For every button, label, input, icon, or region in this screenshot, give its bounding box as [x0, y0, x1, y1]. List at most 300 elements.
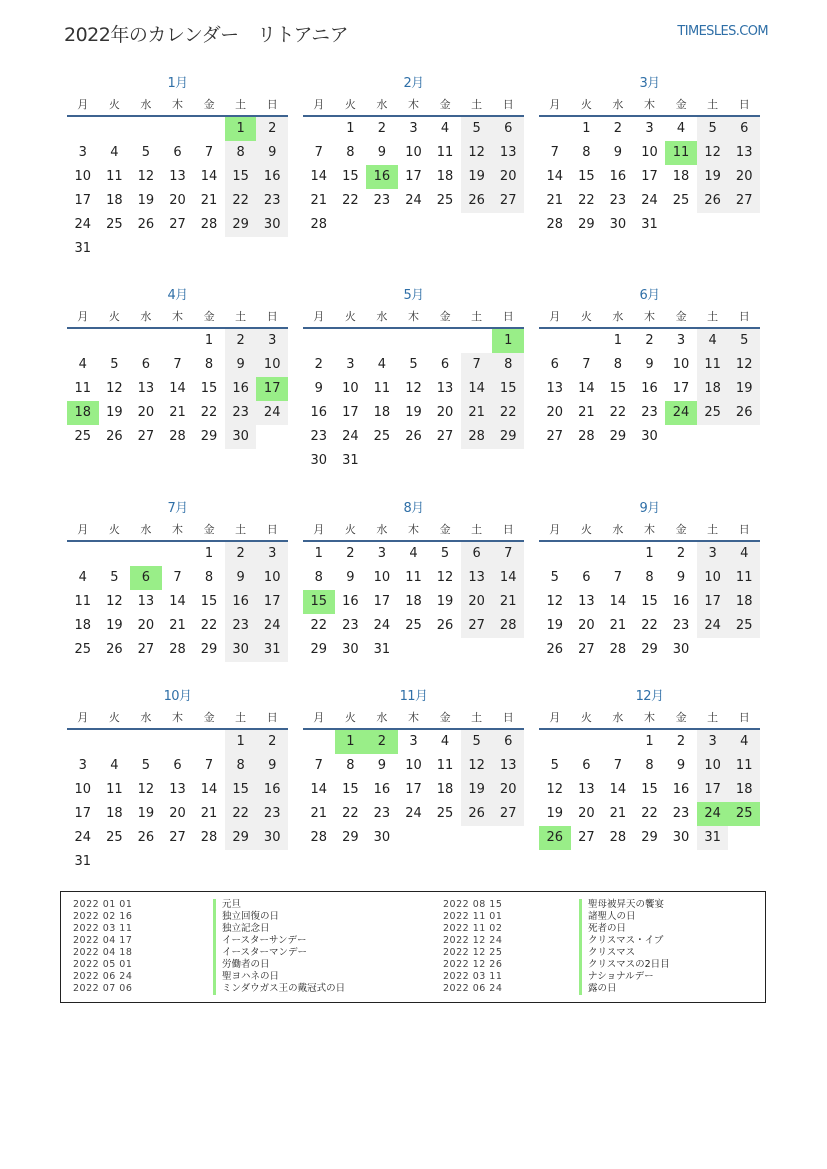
day-cell: 7: [204, 758, 214, 773]
day-cell: 30: [225, 638, 257, 662]
weekday-label: 金: [203, 523, 215, 536]
day-cell: 5: [409, 357, 418, 372]
day-cell: 10: [342, 381, 359, 396]
day-cell: 9: [225, 353, 257, 377]
day-cell: 25: [74, 429, 92, 444]
day-cell: 22: [200, 618, 218, 633]
day-cell: 20: [169, 806, 186, 821]
day-cell: 14: [200, 169, 218, 184]
weekday-label: 日: [266, 711, 278, 724]
day-cell: 29: [578, 217, 595, 232]
day-cell: 25: [697, 401, 729, 425]
empty-cell: [303, 730, 335, 754]
holiday-day-cell: 2: [366, 730, 398, 754]
holiday-date: 2022 04 18: [73, 947, 133, 958]
holiday-day-cell: 17: [256, 377, 288, 401]
day-cell: 7: [314, 145, 323, 160]
day-cell: 13: [578, 594, 595, 609]
day-cell: 22: [342, 806, 359, 821]
weekday-label: 日: [502, 711, 514, 724]
empty-cell: [99, 542, 131, 566]
holiday-name: ミンダウガス王の戴冠式の日: [222, 983, 346, 994]
weekday-label: 土: [235, 711, 247, 724]
day-cell: 23: [256, 802, 288, 826]
day-cell: 6: [582, 570, 591, 585]
empty-cell: [461, 329, 493, 353]
month-name: 5月: [403, 288, 424, 303]
month-name: 10月: [163, 689, 192, 704]
empty-cell: [602, 730, 634, 754]
weekday-label: 土: [707, 98, 719, 111]
day-cell: 1: [645, 734, 654, 749]
day-cell: 13: [546, 381, 564, 396]
day-cell: 18: [728, 778, 760, 802]
day-cell: 17: [373, 594, 391, 609]
weekday-label: 火: [108, 310, 120, 323]
weekday-label: 火: [344, 98, 356, 111]
day-cell: 15: [200, 594, 218, 609]
weekday-header: [539, 305, 760, 329]
day-cell: 3: [697, 542, 729, 566]
weekday-label: 土: [707, 711, 719, 724]
day-cell: 13: [436, 381, 454, 396]
holiday-date: 2022 04 17: [73, 935, 133, 946]
holiday-legend: [60, 891, 766, 1003]
day-cell: 17: [697, 778, 729, 802]
day-cell: 13: [492, 754, 524, 778]
day-cell: 28: [169, 642, 186, 657]
day-cell: 8: [645, 758, 654, 773]
day-cell: 18: [436, 782, 454, 797]
day-cell: 6: [550, 357, 559, 372]
day-cell: 29: [641, 642, 658, 657]
month-7: [67, 500, 288, 662]
day-cell: 30: [641, 429, 658, 444]
day-cell: 14: [200, 782, 218, 797]
day-cell: 12: [697, 141, 729, 165]
holiday-day-cell: 25: [728, 802, 760, 826]
day-cell: 22: [310, 618, 328, 633]
day-cell: 10: [74, 169, 92, 184]
empty-cell: [162, 117, 194, 141]
day-grid: [539, 117, 760, 237]
day-cell: 19: [405, 405, 422, 420]
day-cell: 14: [169, 594, 186, 609]
day-cell: 28: [200, 830, 218, 845]
day-cell: 8: [314, 570, 323, 585]
month-1: [67, 75, 288, 261]
empty-cell: [130, 117, 162, 141]
day-cell: 21: [609, 618, 627, 633]
day-cell: 19: [697, 165, 729, 189]
weekday-header: [303, 518, 524, 542]
day-cell: 9: [613, 145, 623, 160]
holiday-name: イースターマンデー: [222, 947, 308, 958]
day-cell: 21: [310, 806, 328, 821]
empty-cell: [130, 730, 162, 754]
day-cell: 12: [728, 353, 760, 377]
weekday-label: 金: [439, 711, 451, 724]
day-cell: 20: [578, 806, 595, 821]
holiday-date: 2022 06 24: [73, 971, 133, 982]
day-cell: 2: [645, 333, 654, 348]
day-cell: 29: [641, 830, 658, 845]
day-cell: 20: [137, 618, 155, 633]
day-cell: 4: [110, 758, 119, 773]
day-cell: 15: [641, 594, 658, 609]
day-cell: 3: [697, 730, 729, 754]
empty-cell: [130, 542, 162, 566]
day-cell: 11: [74, 381, 92, 396]
holiday-date: 2022 12 26: [443, 959, 503, 970]
day-cell: 26: [546, 642, 564, 657]
day-cell: 28: [310, 217, 328, 232]
day-cell: 24: [373, 618, 391, 633]
weekday-label: 日: [266, 310, 278, 323]
weekday-label: 月: [313, 523, 325, 536]
empty-cell: [99, 730, 131, 754]
day-cell: 27: [578, 642, 595, 657]
legend-names-left: [213, 899, 345, 995]
day-cell: 7: [461, 353, 493, 377]
day-cell: 21: [200, 806, 218, 821]
weekday-label: 日: [502, 310, 514, 323]
day-cell: 25: [436, 806, 454, 821]
day-cell: 8: [346, 145, 355, 160]
weekday-label: 火: [108, 711, 120, 724]
day-cell: 26: [405, 429, 422, 444]
day-cell: 15: [200, 381, 218, 396]
weekday-label: 木: [171, 711, 183, 724]
day-cell: 20: [728, 165, 760, 189]
day-cell: 2: [346, 546, 355, 561]
weekday-label: 日: [738, 711, 750, 724]
day-cell: 13: [728, 141, 760, 165]
weekday-label: 水: [376, 310, 388, 323]
day-cell: 8: [225, 754, 257, 778]
day-cell: 26: [436, 618, 454, 633]
site-name[interactable]: TIMESLES.COM: [677, 24, 768, 39]
day-cell: 4: [110, 145, 119, 160]
day-cell: 26: [728, 401, 760, 425]
month-name: 8月: [403, 501, 424, 516]
holiday-name: 死者の日: [588, 923, 627, 934]
day-cell: 21: [200, 193, 218, 208]
day-grid: [67, 730, 288, 874]
holiday-day-cell: 1: [335, 730, 367, 754]
day-cell: 9: [377, 758, 387, 773]
day-cell: 23: [256, 189, 288, 213]
day-cell: 1: [204, 546, 214, 561]
day-cell: 30: [310, 453, 328, 468]
day-cell: 15: [492, 377, 524, 401]
weekday-label: 金: [439, 98, 451, 111]
day-cell: 28: [609, 830, 627, 845]
weekday-label: 金: [675, 310, 687, 323]
day-cell: 30: [256, 826, 288, 850]
day-cell: 29: [492, 425, 524, 449]
day-cell: 26: [461, 189, 493, 213]
month-11: [303, 688, 524, 850]
day-cell: 25: [672, 193, 690, 208]
day-cell: 26: [137, 830, 155, 845]
day-cell: 4: [676, 121, 686, 136]
day-cell: 17: [74, 193, 92, 208]
day-cell: 23: [672, 618, 690, 633]
holiday-day-cell: 24: [665, 401, 697, 425]
day-cell: 1: [346, 121, 355, 136]
holiday-name: イースターサンデー: [222, 935, 307, 946]
weekday-label: 木: [407, 98, 419, 111]
day-cell: 3: [676, 333, 686, 348]
day-cell: 31: [373, 642, 391, 657]
month-name: 9月: [639, 501, 660, 516]
day-cell: 20: [169, 193, 186, 208]
month-9: [539, 500, 760, 662]
day-cell: 1: [314, 546, 323, 561]
day-cell: 5: [550, 570, 559, 585]
weekday-label: 木: [171, 310, 183, 323]
day-cell: 23: [225, 614, 257, 638]
day-cell: 4: [440, 734, 450, 749]
day-cell: 6: [492, 730, 524, 754]
day-cell: 28: [310, 830, 328, 845]
day-cell: 2: [225, 542, 257, 566]
day-cell: 25: [106, 217, 123, 232]
day-cell: 13: [578, 782, 595, 797]
holiday-date: 2022 02 16: [73, 911, 133, 922]
page-title: 2022年のカレンダー リトアニア: [64, 24, 349, 46]
day-cell: 16: [256, 165, 288, 189]
day-cell: 11: [373, 381, 391, 396]
weekday-label: 月: [313, 711, 325, 724]
empty-cell: [130, 329, 162, 353]
weekday-label: 土: [235, 98, 247, 111]
day-cell: 21: [310, 193, 328, 208]
day-cell: 3: [377, 546, 387, 561]
day-cell: 27: [492, 802, 524, 826]
day-cell: 15: [225, 778, 257, 802]
day-cell: 25: [74, 642, 92, 657]
holiday-day-cell: 18: [67, 401, 99, 425]
day-cell: 10: [697, 754, 729, 778]
day-cell: 19: [461, 778, 493, 802]
day-cell: 6: [173, 758, 182, 773]
day-cell: 25: [106, 830, 123, 845]
day-cell: 16: [310, 405, 328, 420]
day-cell: 24: [342, 429, 359, 444]
day-cell: 4: [377, 357, 387, 372]
day-cell: 15: [578, 169, 595, 184]
day-cell: 2: [256, 730, 288, 754]
holiday-name: 元旦: [222, 899, 242, 910]
weekday-label: 月: [549, 310, 561, 323]
day-cell: 5: [141, 145, 151, 160]
holiday-name: 諸聖人の日: [588, 911, 636, 922]
day-cell: 15: [225, 165, 257, 189]
day-cell: 30: [672, 642, 690, 657]
weekday-header: [67, 706, 288, 730]
day-cell: 8: [225, 141, 257, 165]
holiday-day-cell: 26: [539, 826, 571, 850]
empty-cell: [67, 117, 99, 141]
day-cell: 1: [582, 121, 591, 136]
day-cell: 6: [461, 542, 493, 566]
day-cell: 21: [546, 193, 564, 208]
day-cell: 7: [550, 145, 559, 160]
day-cell: 5: [461, 117, 493, 141]
holiday-date: 2022 07 06: [73, 983, 133, 994]
empty-cell: [193, 117, 225, 141]
day-cell: 17: [641, 169, 658, 184]
weekday-label: 火: [344, 523, 356, 536]
day-cell: 20: [492, 165, 524, 189]
day-cell: 5: [440, 546, 450, 561]
day-cell: 17: [256, 590, 288, 614]
day-cell: 12: [137, 782, 155, 797]
weekday-label: 土: [471, 98, 483, 111]
weekday-label: 金: [675, 523, 687, 536]
month-4: [67, 287, 288, 449]
legend-names-right: [579, 899, 670, 995]
weekday-label: 土: [471, 711, 483, 724]
day-cell: 11: [436, 758, 454, 773]
day-cell: 18: [74, 618, 92, 633]
day-cell: 8: [645, 570, 654, 585]
day-cell: 28: [609, 642, 627, 657]
day-cell: 20: [461, 590, 493, 614]
day-grid: [539, 542, 760, 662]
day-cell: 15: [342, 169, 359, 184]
day-cell: 9: [645, 357, 654, 372]
day-cell: 19: [436, 594, 454, 609]
day-cell: 19: [137, 806, 155, 821]
day-grid: [303, 730, 524, 850]
weekday-label: 月: [313, 310, 325, 323]
weekday-label: 金: [203, 310, 215, 323]
day-cell: 8: [204, 357, 214, 372]
day-cell: 14: [169, 381, 186, 396]
holiday-name: 聖ヨハネの日: [222, 971, 280, 982]
day-cell: 18: [373, 405, 391, 420]
day-cell: 18: [672, 169, 690, 184]
empty-cell: [303, 329, 335, 353]
weekday-label: 水: [376, 523, 388, 536]
day-cell: 18: [436, 169, 454, 184]
day-cell: 22: [578, 193, 595, 208]
weekday-label: 火: [344, 711, 356, 724]
day-cell: 23: [609, 193, 627, 208]
day-cell: 16: [225, 377, 257, 401]
weekday-header: [539, 518, 760, 542]
weekday-label: 月: [77, 310, 89, 323]
weekday-label: 木: [407, 523, 419, 536]
day-cell: 11: [74, 594, 92, 609]
day-cell: 9: [676, 570, 686, 585]
day-cell: 19: [461, 165, 493, 189]
day-cell: 9: [314, 381, 323, 396]
empty-cell: [303, 117, 335, 141]
weekday-header: [67, 518, 288, 542]
day-cell: 28: [461, 425, 493, 449]
day-cell: 31: [256, 638, 288, 662]
day-cell: 17: [342, 405, 359, 420]
day-cell: 8: [346, 758, 355, 773]
day-cell: 19: [106, 618, 123, 633]
empty-cell: [193, 730, 225, 754]
weekday-label: 水: [376, 98, 388, 111]
weekday-label: 木: [643, 711, 655, 724]
day-cell: 3: [645, 121, 654, 136]
weekday-label: 金: [675, 711, 687, 724]
day-cell: 14: [310, 169, 328, 184]
day-cell: 22: [200, 405, 218, 420]
month-6: [539, 287, 760, 449]
day-cell: 8: [613, 357, 623, 372]
day-cell: 31: [74, 241, 92, 256]
empty-cell: [539, 542, 571, 566]
weekday-label: 土: [235, 523, 247, 536]
day-cell: 11: [728, 566, 760, 590]
day-cell: 22: [492, 401, 524, 425]
day-cell: 12: [461, 141, 493, 165]
day-cell: 13: [137, 381, 155, 396]
day-cell: 30: [225, 425, 257, 449]
weekday-label: 木: [171, 523, 183, 536]
empty-cell: [67, 542, 99, 566]
day-cell: 22: [225, 189, 257, 213]
day-cell: 6: [582, 758, 591, 773]
day-cell: 12: [405, 381, 422, 396]
day-cell: 4: [697, 329, 729, 353]
day-cell: 27: [436, 429, 454, 444]
day-cell: 27: [578, 830, 595, 845]
empty-cell: [398, 329, 430, 353]
day-cell: 23: [373, 806, 391, 821]
weekday-label: 水: [140, 310, 152, 323]
day-cell: 19: [137, 193, 155, 208]
day-cell: 11: [728, 754, 760, 778]
holiday-date: 2022 12 25: [443, 947, 503, 958]
weekday-header: [303, 305, 524, 329]
empty-cell: [99, 117, 131, 141]
day-cell: 29: [609, 429, 627, 444]
day-cell: 31: [74, 854, 92, 869]
day-grid: [303, 117, 524, 237]
day-cell: 21: [169, 405, 186, 420]
day-cell: 12: [461, 754, 493, 778]
day-cell: 10: [373, 570, 391, 585]
weekday-label: 木: [643, 310, 655, 323]
weekday-label: 月: [313, 98, 325, 111]
day-cell: 4: [728, 730, 760, 754]
day-cell: 21: [578, 405, 595, 420]
day-cell: 22: [342, 193, 359, 208]
day-cell: 24: [405, 193, 422, 208]
weekday-label: 水: [612, 310, 624, 323]
day-cell: 9: [256, 141, 288, 165]
day-cell: 27: [728, 189, 760, 213]
day-cell: 24: [641, 193, 658, 208]
day-cell: 4: [78, 570, 87, 585]
weekday-label: 火: [580, 98, 592, 111]
day-cell: 14: [609, 782, 627, 797]
weekday-label: 水: [140, 711, 152, 724]
day-cell: 27: [169, 830, 186, 845]
day-cell: 30: [342, 642, 359, 657]
day-cell: 17: [697, 590, 729, 614]
month-name: 2月: [403, 76, 424, 91]
